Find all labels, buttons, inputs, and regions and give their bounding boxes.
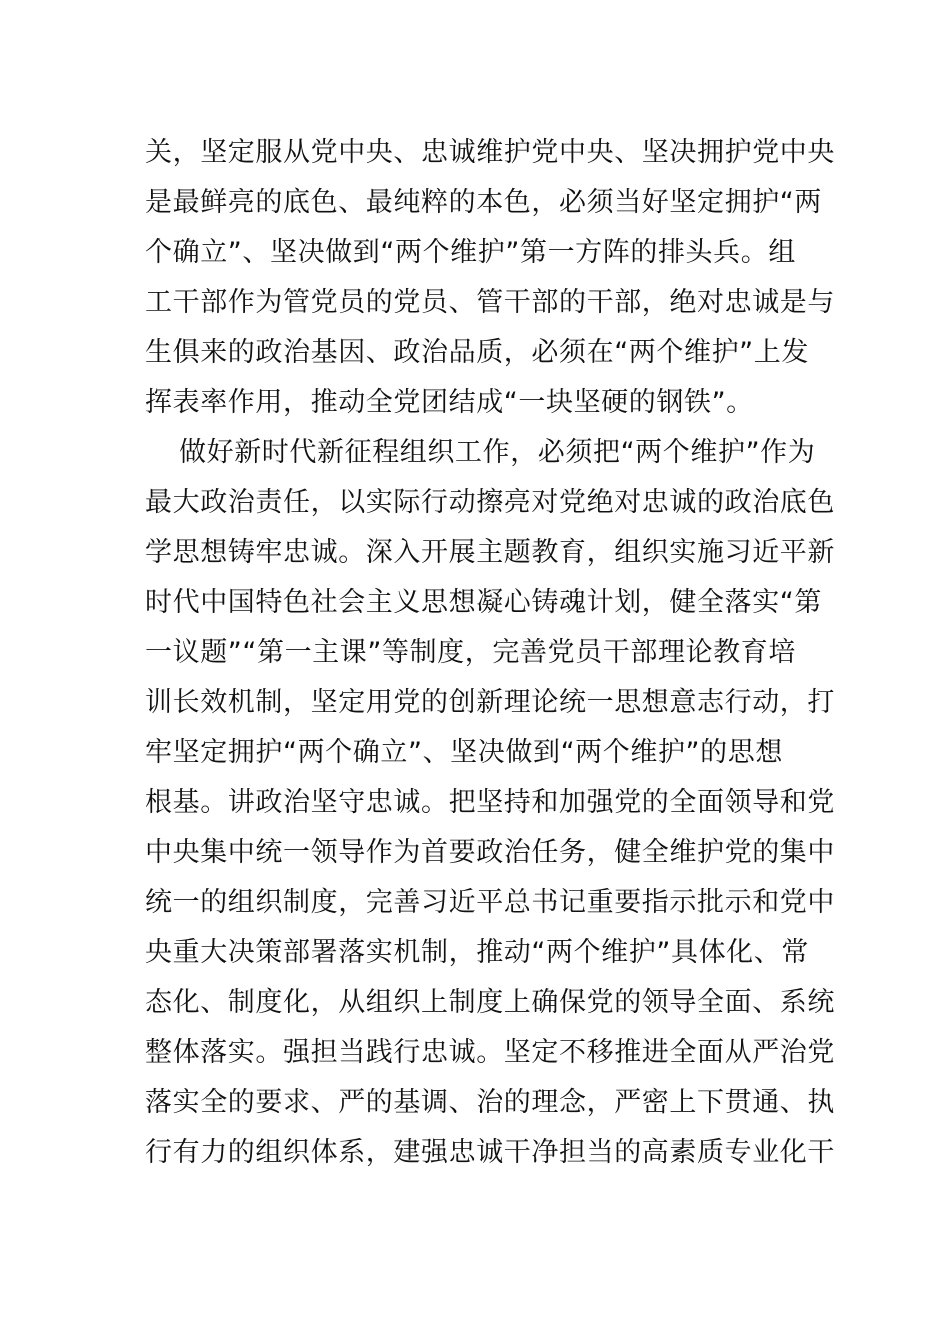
text-line: 学思想铸牢忠诚。深入开展主题教育，组织实施习近平新 (145, 537, 835, 568)
text-line: 整体落实。强担当践行忠诚。坚定不移推进全面从严治党 (145, 1037, 835, 1068)
text-line: 中央集中统一领导作为首要政治任务，健全维护党的集中 (145, 837, 835, 868)
text-line: 个确立”、坚决做到“两个维护”第一方阵的排头兵。组 (145, 237, 796, 268)
text-line: 时代中国特色社会主义思想凝心铸魂计划，健全落实“第 (145, 587, 822, 618)
text-line: 行有力的组织体系，建强忠诚干净担当的高素质专业化干 (145, 1137, 835, 1168)
text-line: 统一的组织制度，完善习近平总书记重要指示批示和党中 (145, 887, 835, 918)
text-line: 根基。讲政治坚守忠诚。把坚持和加强党的全面领导和党 (145, 787, 835, 818)
text-line: 生俱来的政治基因、政治品质，必须在“两个维护”上发 (145, 337, 809, 368)
text-line: 最大政治责任，以实际行动擦亮对党绝对忠诚的政治底色 (145, 487, 835, 518)
text-line: 央重大决策部署落实机制，推动“两个维护”具体化、常 (145, 937, 809, 968)
text-line: 牢坚定拥护“两个确立”、坚决做到“两个维护”的思想 (145, 737, 783, 768)
text-line: 关，坚定服从党中央、忠诚维护党中央、坚决拥护党中央 (145, 137, 835, 168)
paragraph-first-line: 做好新时代新征程组织工作，必须把“两个维护”作为 (179, 437, 816, 468)
text-line: 工干部作为管党员的党员、管干部的干部，绝对忠诚是与 (145, 287, 835, 318)
text-line: 一议题”“第一主课”等制度，完善党员干部理论教育培 (145, 637, 796, 668)
text-line: 是最鲜亮的底色、最纯粹的本色，必须当好坚定拥护“两 (145, 187, 822, 218)
text-line: 态化、制度化，从组织上制度上确保党的领导全面、系统 (145, 987, 835, 1018)
text-line: 落实全的要求、严的基调、治的理念，严密上下贯通、执 (145, 1087, 835, 1118)
text-line: 训长效机制，坚定用党的创新理论统一思想意志行动，打 (145, 687, 835, 718)
body-text (145, 128, 835, 1178)
text-line: 挥表率作用，推动全党团结成“一块坚硬的钢铁”。 (145, 387, 754, 418)
